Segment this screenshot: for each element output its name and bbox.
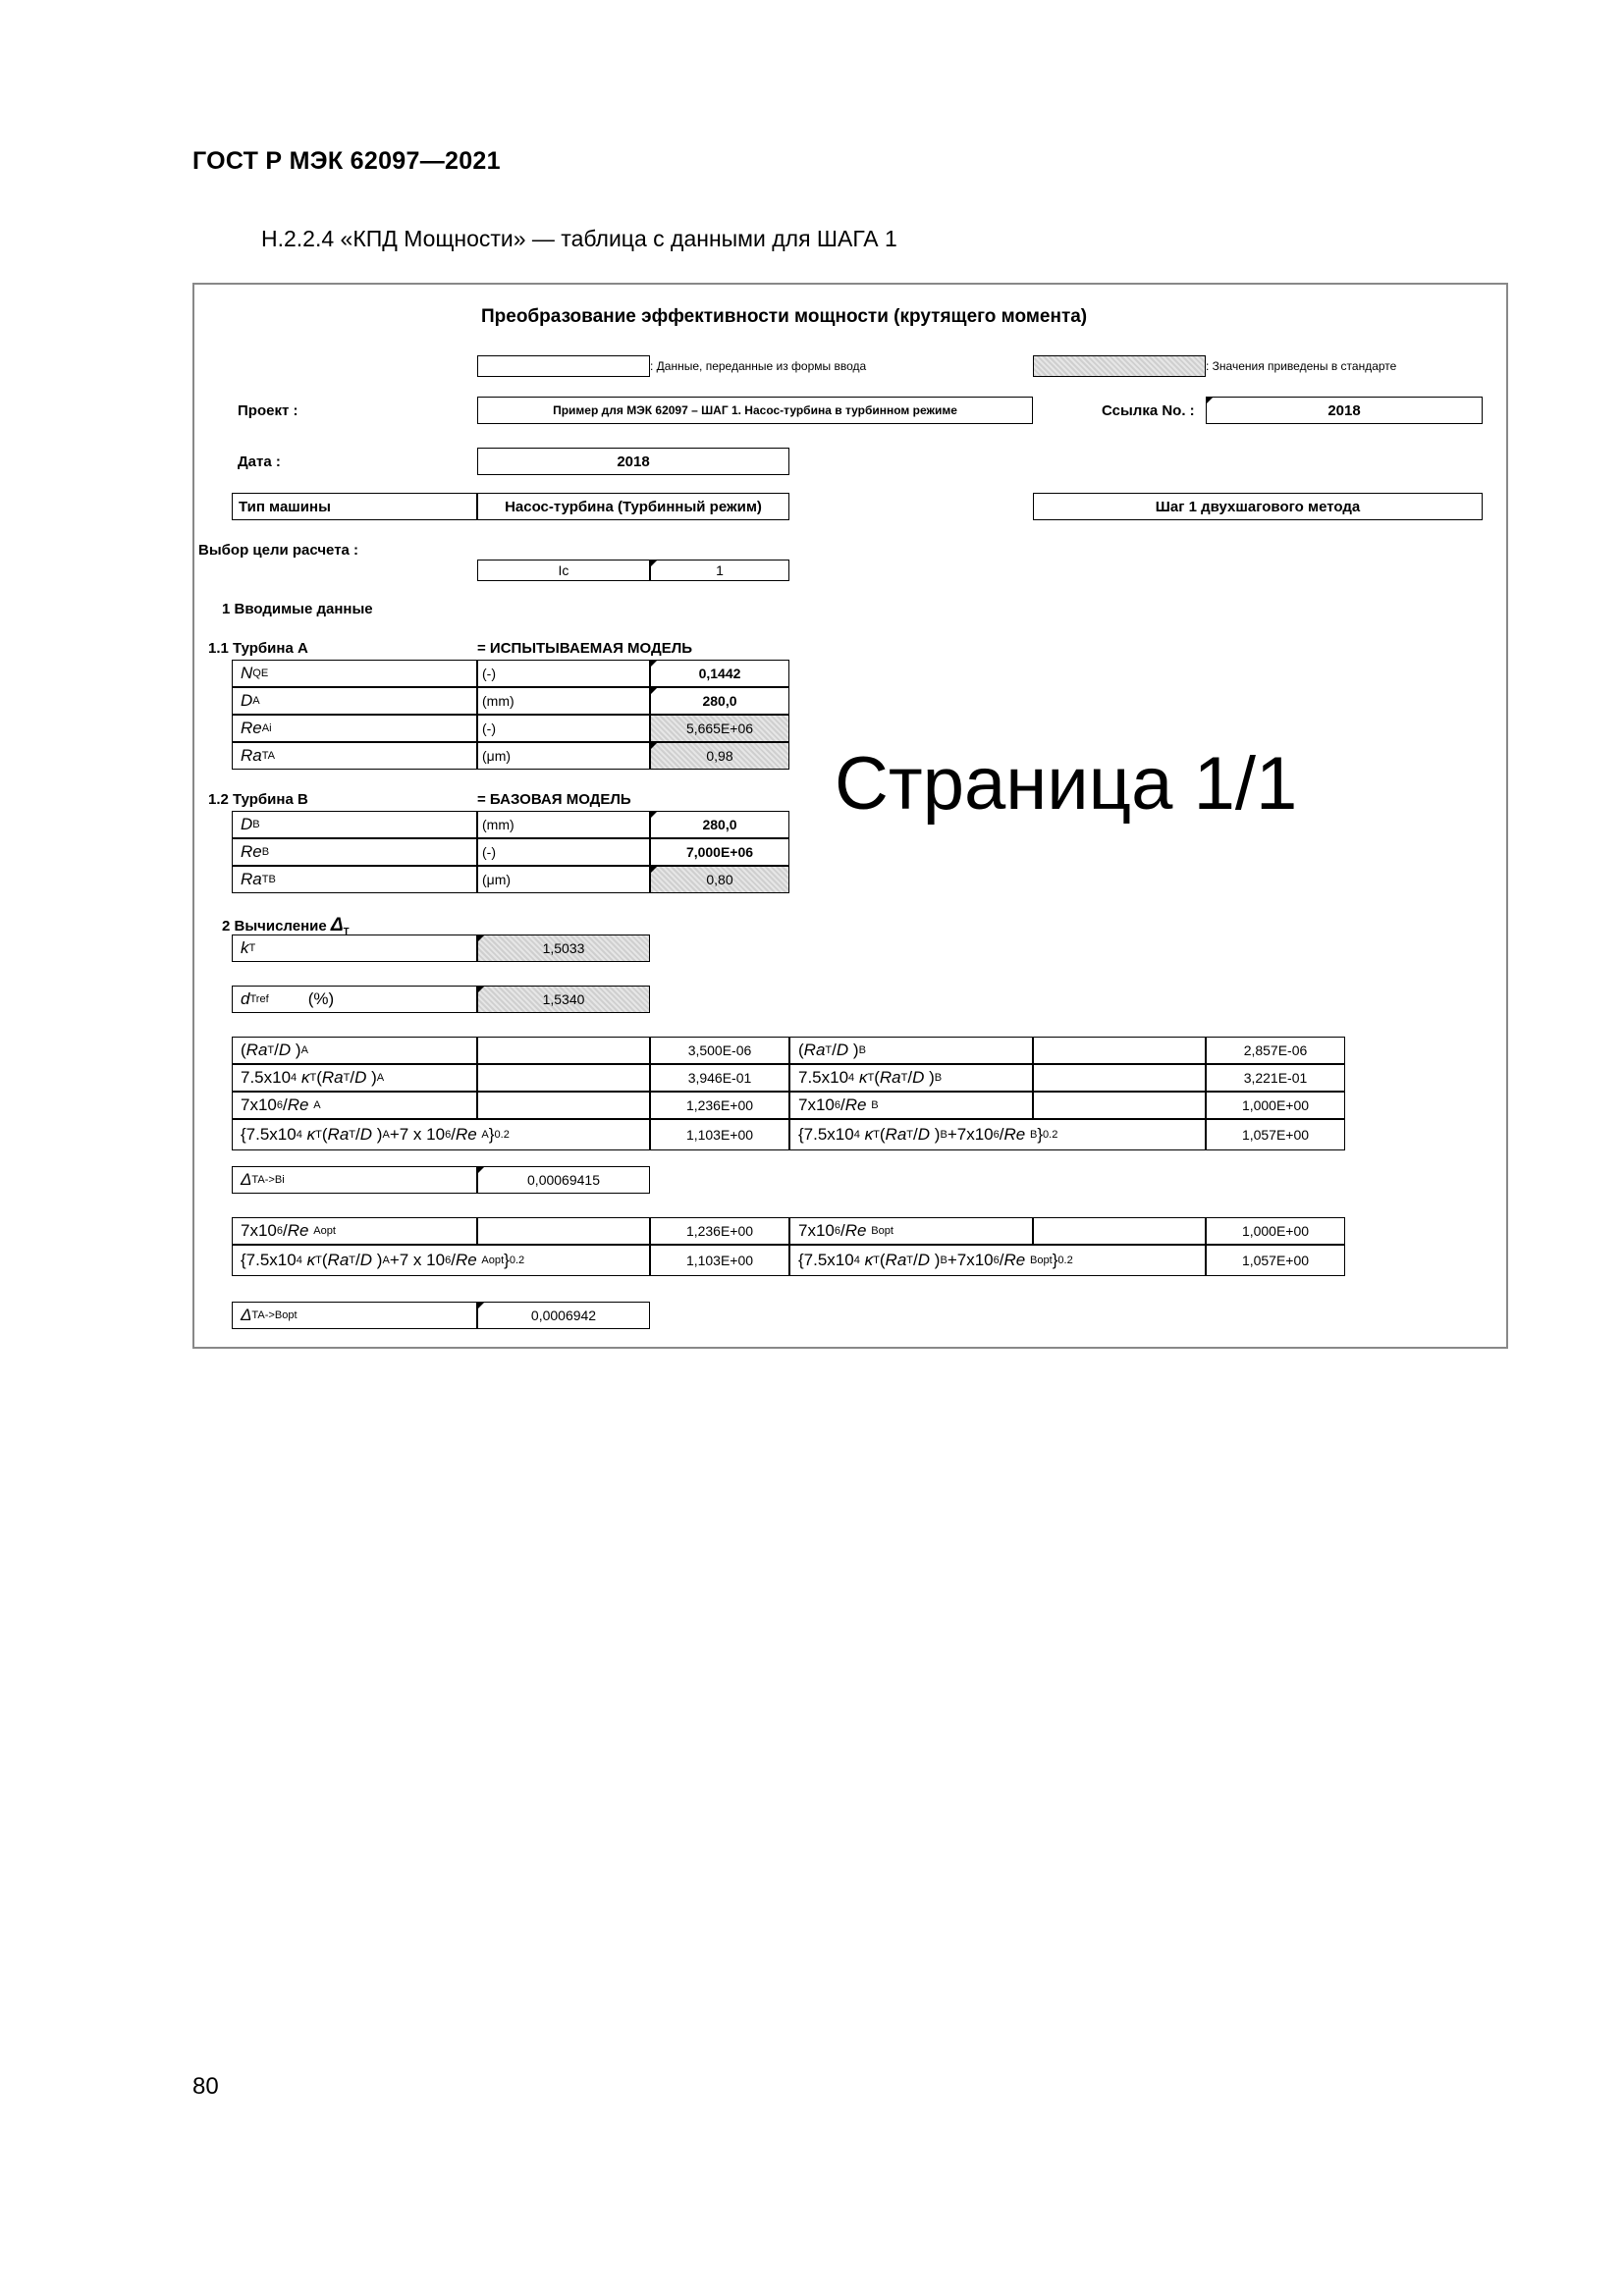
method-step-field: Шаг 1 двухшагового метода bbox=[1033, 493, 1483, 520]
calc-a1-label: ( Ra T / D ) A bbox=[232, 1037, 477, 1064]
turbine-b-row-ratb-symbol: Ra TB bbox=[232, 866, 477, 893]
calc-a2-label: 7.5x10 4 κ T ( Ra T / D ) A bbox=[232, 1064, 477, 1092]
legend-input-label: : Данные, переданные из формы ввода bbox=[650, 359, 867, 373]
legend-standard-swatch bbox=[1033, 355, 1206, 377]
turbine-a-row-rata-value[interactable]: 0,98 bbox=[650, 742, 789, 770]
calc-a2-blank bbox=[477, 1064, 650, 1092]
document-header: ГОСТ Р МЭК 62097—2021 bbox=[192, 147, 501, 175]
opt-a2-label: {7.5x10 4 κ T ( Ra T / D ) A +7 x 10 6 / Re Aopt } 0.2 bbox=[232, 1245, 650, 1276]
calc-b4-value: 1,057E+00 bbox=[1206, 1119, 1345, 1150]
turbine-a-row-rata-unit: (μm) bbox=[477, 742, 650, 770]
turbine-a-row-reai-value: 5,665E+06 bbox=[650, 715, 789, 742]
opt-a1-value: 1,236E+00 bbox=[650, 1217, 789, 1245]
calc-a4-value: 1,103E+00 bbox=[650, 1119, 789, 1150]
opt-b1-blank bbox=[1033, 1217, 1206, 1245]
opt-a2-value: 1,103E+00 bbox=[650, 1245, 789, 1276]
calc-a4-label: {7.5x10 4 κ T ( Ra T / D ) A +7 x 10 6 / Re A } 0.2 bbox=[232, 1119, 650, 1150]
opt-b1-label: 7x10 6 / Re Bopt bbox=[789, 1217, 1033, 1245]
machine-type-field[interactable]: Насос-турбина (Турбинный режим) bbox=[477, 493, 789, 520]
opt-b2-label: {7.5x10 4 κ T ( Ra T / D ) B +7x10 6 / Re Bopt } 0.2 bbox=[789, 1245, 1206, 1276]
dtref-symbol: d Tref (%) bbox=[232, 986, 477, 1013]
calc-b3-blank bbox=[1033, 1092, 1206, 1119]
opt-a1-blank bbox=[477, 1217, 650, 1245]
page-number: 80 bbox=[192, 2073, 219, 2100]
kt-value: 1,5033 bbox=[477, 934, 650, 962]
machine-type-label: Тип машины bbox=[232, 493, 477, 520]
target-value-field[interactable]: 1 bbox=[650, 560, 789, 581]
reference-label: Ссылка No. : bbox=[1102, 402, 1195, 419]
turbine-a-model: = ИСПЫТЫВАЕМАЯ МОДЕЛЬ bbox=[477, 640, 693, 657]
opt-a1-label: 7x10 6 / Re Aopt bbox=[232, 1217, 477, 1245]
delta-bopt-value: 0,0006942 bbox=[477, 1302, 650, 1329]
delta-bopt-symbol: Δ TA->Bopt bbox=[232, 1302, 477, 1329]
opt-b2-value: 1,057E+00 bbox=[1206, 1245, 1345, 1276]
delta-bi-symbol: Δ TA->Bi bbox=[232, 1166, 477, 1194]
turbine-a-row-reai-symbol: Re Ai bbox=[232, 715, 477, 742]
table-caption: Н.2.2.4 «КПД Мощности» — таблица с данными для ШАГА 1 bbox=[261, 226, 897, 251]
target-label: Выбор цели расчета : bbox=[198, 542, 359, 559]
calc-a3-value: 1,236E+00 bbox=[650, 1092, 789, 1119]
calc-b2-value: 3,221E-01 bbox=[1206, 1064, 1345, 1092]
legend-input-swatch bbox=[477, 355, 650, 377]
calc-a1-blank bbox=[477, 1037, 650, 1064]
calc-a3-blank bbox=[477, 1092, 650, 1119]
delta-bi-value: 0,00069415 bbox=[477, 1166, 650, 1194]
target-code-field[interactable]: Ic bbox=[477, 560, 650, 581]
turbine-a-row-reai-unit: (-) bbox=[477, 715, 650, 742]
turbine-a-row-nqe-unit: (-) bbox=[477, 660, 650, 687]
turbine-b-row-ratb-unit: (μm) bbox=[477, 866, 650, 893]
calc-b3-value: 1,000E+00 bbox=[1206, 1092, 1345, 1119]
reference-field[interactable]: 2018 bbox=[1206, 397, 1483, 424]
turbine-b-row-reb-unit: (-) bbox=[477, 838, 650, 866]
turbine-b-row-reb-symbol: Re B bbox=[232, 838, 477, 866]
turbine-a-row-da-value[interactable]: 280,0 bbox=[650, 687, 789, 715]
turbine-a-row-nqe-symbol: N QE bbox=[232, 660, 477, 687]
turbine-b-row-reb-value[interactable]: 7,000E+06 bbox=[650, 838, 789, 866]
dtref-value: 1,5340 bbox=[477, 986, 650, 1013]
calc-b3-label: 7x10 6 / Re B bbox=[789, 1092, 1033, 1119]
section2-title: 2 Вычисление $\Delta_T$ bbox=[222, 915, 350, 937]
page-watermark: Страница 1/1 bbox=[835, 742, 1298, 826]
date-label: Дата : bbox=[238, 454, 281, 470]
date-field[interactable]: 2018 bbox=[477, 448, 789, 475]
section1-title: 1 Вводимые данные bbox=[222, 601, 373, 617]
project-field[interactable]: Пример для МЭК 62097 – ШАГ 1. Насос-турбина в турбинном режиме bbox=[477, 397, 1033, 424]
turbine-b-row-db-unit: (mm) bbox=[477, 811, 650, 838]
opt-b1-value: 1,000E+00 bbox=[1206, 1217, 1345, 1245]
legend-standard-label: : Значения приведены в стандарте bbox=[1206, 359, 1397, 373]
calc-a1-value: 3,500E-06 bbox=[650, 1037, 789, 1064]
turbine-a-row-da-symbol: D A bbox=[232, 687, 477, 715]
calc-a3-label: 7x10 6 / Re A bbox=[232, 1092, 477, 1119]
turbine-b-title: 1.2 Турбина В bbox=[208, 791, 308, 808]
turbine-a-row-da-unit: (mm) bbox=[477, 687, 650, 715]
calc-b1-label: ( Ra T / D ) B bbox=[789, 1037, 1033, 1064]
project-label: Проект : bbox=[238, 402, 298, 419]
turbine-a-title: 1.1 Турбина А bbox=[208, 640, 308, 657]
turbine-b-row-db-symbol: D B bbox=[232, 811, 477, 838]
calc-b4-label: {7.5x10 4 κ T ( Ra T / D ) B +7x10 6 / Re B } 0.2 bbox=[789, 1119, 1206, 1150]
calc-a2-value: 3,946E-01 bbox=[650, 1064, 789, 1092]
turbine-b-row-db-value[interactable]: 280,0 bbox=[650, 811, 789, 838]
turbine-a-row-rata-symbol: Ra TA bbox=[232, 742, 477, 770]
kt-symbol: k T bbox=[232, 934, 477, 962]
turbine-b-row-ratb-value[interactable]: 0,80 bbox=[650, 866, 789, 893]
sheet-title: Преобразование эффективности мощности (крутящего момента) bbox=[481, 306, 1088, 327]
calc-b1-blank bbox=[1033, 1037, 1206, 1064]
calc-b2-blank bbox=[1033, 1064, 1206, 1092]
calc-b1-value: 2,857E-06 bbox=[1206, 1037, 1345, 1064]
turbine-b-model: = БАЗОВАЯ МОДЕЛЬ bbox=[477, 791, 631, 808]
calc-b2-label: 7.5x10 4 κ T ( Ra T / D ) B bbox=[789, 1064, 1033, 1092]
turbine-a-row-nqe-value[interactable]: 0,1442 bbox=[650, 660, 789, 687]
